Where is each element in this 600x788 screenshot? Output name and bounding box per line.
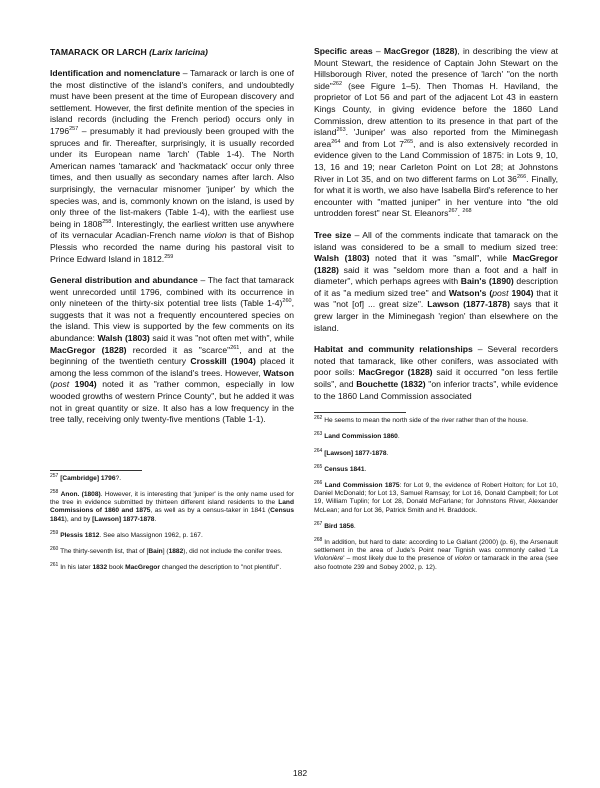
footnote-ref: 261	[230, 344, 240, 351]
footnote: $^{265}$ Census 1841.	[314, 463, 367, 473]
footnote-ref: 259	[164, 253, 174, 260]
footnote: $^{264}$ [Lawson] 1877-1878.	[314, 447, 389, 457]
footnote-ref: 257	[69, 126, 79, 133]
footnote-ref: 266	[516, 173, 527, 180]
footnote-ref: 267	[448, 208, 458, 215]
footnote: $^{258}$ Anon. (1808). However, it is interesting that 'juniper' is the only name used for the tree in evidence submitted by thirteen different island residents to the Land Commissions of 1860 and 1875, as well as by a census-taker in 1841 (Census 1841), and by [Lawson] 1877-1878.	[50, 488, 294, 523]
page-number: 182	[292, 768, 308, 778]
footnote-ref: 263	[336, 127, 346, 134]
title-main: TAMARACK OR LARCH	[50, 47, 147, 57]
title-latin: (Larix laricina)	[149, 47, 208, 57]
footnote: $^{267}$ Bird 1856.	[314, 520, 356, 530]
heading-specific-areas: Specific areas	[314, 46, 373, 56]
paragraph-distribution: General distribution and abundance – The fact that tamarack went unrecorded until 1796, combined with its occurrence in only nineteen of the thirty-six potential tree lists (Table 1-4)$^{260}$, suggests that it was not a frequently encountered species on the island. This view is supported by the few comments on its abundance: Walsh (1803) said it was "not often met with", while MacGregor (1828) recorded it as "scarce"$^{261}$, and at the beginning of the twentieth century Crosskill (1904) placed it among the less common of the island's trees. However, Watson (post 1904) noted it as "rather common, especially in low wooded growths of western Prince County", but he added it was not in great quantity or size. It also has a low frequency in the tree tally, receiving only twenty-five mentions (Table 1-1).	[50, 275, 295, 425]
paragraph-tree-size: Tree size – All of the comments indicate that tamarack on the island was considered to be a small to medium sized tree: Walsh (1803) noted that it was "small", while MacGregor (1828) said it was "seldom more than a foot and a half in diameter", which perhaps agrees with Bain's (1890) description of it as "a medium sized tree" and Watson's (post 1904) that it was "not [of] ... great size". Lawson (1877-1878) says that it grew larger in the Miminegash 'region' than elsewhere on the island.	[314, 229, 559, 333]
footnotes-right	[314, 417, 558, 572]
footnote: $^{257}$ [Cambridge] 1796?.	[50, 472, 122, 482]
section-title	[50, 46, 294, 58]
paragraph-specific-areas: Specific areas – MacGregor (1828), in describing the view at Mount Stewart, the residence of Captain John Stewart on the Hillsborough River, noted the presence of 'larch' "on the north side"$^{262}$ (see Figure 1–5). Then Thomas H. Haviland, the proprietor of Lot 56 and part of the adjacent Lot 43 in eastern Kings County, in giving evidence before the 1860 Land Commission, drew attention to its presence in that part of the island$^{263}$. 'Juniper' was also reported from the Miminegash area$^{264}$ and from Lot $7^{265}$, and is also extensively recorded in evidence given to the Land Commission of 1875: in Lots 9, 10, 13, 16 and 19; near Carleton Point on Lot 28; at Johnstons River in Lot 35, and on two different farms on Lot $36^{266}$. Finally, for what it is worth, we also have Isabella Bird's reference to her encounter with "matted juniper" in her venture into "the old untrodden forest" near St. Eleanors$^{267}$. $^{268}$	[314, 46, 558, 219]
footnote: $^{263}$ Land Commission 1860.	[314, 431, 400, 441]
footnote: $^{268}$ In addition, but hard to date: according to Le Gallant (2000) (p. 6), the Arsenault settlement in the area of Jude's Point near Tignish was commonly called 'La Violonière' – most likely due to the presence of violon or tamarack in the area (see also footnote 239 and Sobey 2002, p. 12).	[314, 536, 558, 571]
paragraph-identification: Identification and nomenclature – Tamarack or larch is one of the most distinctive of the island's conifers, and undoubtedly must have been present at the time of European discovery and settlement. However, the first definite mention of the species in island records (including the French period) occurs only in 1796$^{257}$ – presumably it had previously been grouped with the spruces and fir. Thereafter, surprisingly, it is usually recorded under its European name 'larch' (Table 1-4). The North American names 'tamarack' and 'hackmatack' occur only three times, and then usually as secondary names after larch. Also surprisingly, the vernacular misnomer 'juniper' by which the species was, and is, commonly known on the island, is used by only three of the list-makers (Table 1-4), with the earliest use being in 1808$^{258}$. Interestingly, the earliest written use anywhere of its vernacular Acadian-French name violon is that of Bishop Plessis who recorded the name during his pastoral visit to Prince Edward Island in 1812.$^{259}$	[50, 68, 294, 264]
footnote-ref: 265	[403, 138, 414, 145]
footnote-ref: 268	[462, 208, 472, 215]
paragraph-habitat: Habitat and community relationships – Several recorders noted that tamarack, like other conifers, was associated with poor soils: MacGregor (1828) said it occurred "on less fertile soils", and Bouchette (1832) "on inferior tracts", while evidence to the 1860 Land Commission associated	[314, 344, 558, 401]
footnote: $^{262}$ He seems to mean the north side of the river rather than of the house.	[314, 415, 528, 425]
heading-identification: Identification and nomenclature	[50, 68, 181, 78]
right-column	[314, 46, 558, 580]
footnote-divider	[50, 470, 142, 471]
footnote: $^{266}$ Land Commission 1875: for Lot 9, the evidence of Robert Holton; for Lot 10, Daniel McDonald; for Lot 13, Samuel Ramsay; for Lot 16, Donald Campbell; for Lot 19, William Tuplin; for Lot 28, Donald McFarlane; for Johnstons River, Alexander McLean; and for Lot 36, Patrick Smith and H. Braddock.	[314, 479, 558, 514]
footnote: $^{260}$ The thirty-seventh list, that of [Bain] (1882), did not include the conifer trees.	[50, 545, 283, 556]
heading-tree-size: Tree size	[314, 229, 352, 240]
footnote: $^{259}$ Plessis 1812. See also Massignon 1962, p. 167.	[50, 529, 203, 539]
footnote-ref: 258	[102, 218, 112, 225]
footnote-ref: 264	[331, 138, 341, 145]
footnote-ref: 262	[332, 80, 343, 87]
footnote-divider	[314, 412, 406, 413]
footnote: $^{261}$ In his later 1832 book MacGregor changed the description to "not plentiful".	[50, 562, 282, 572]
footnote-ref: 260	[282, 298, 292, 305]
footnotes-left	[50, 472, 294, 573]
left-column	[50, 46, 294, 580]
heading-habitat: Habitat and community relationships	[314, 344, 473, 355]
heading-distribution: General distribution and abundance	[50, 275, 198, 286]
